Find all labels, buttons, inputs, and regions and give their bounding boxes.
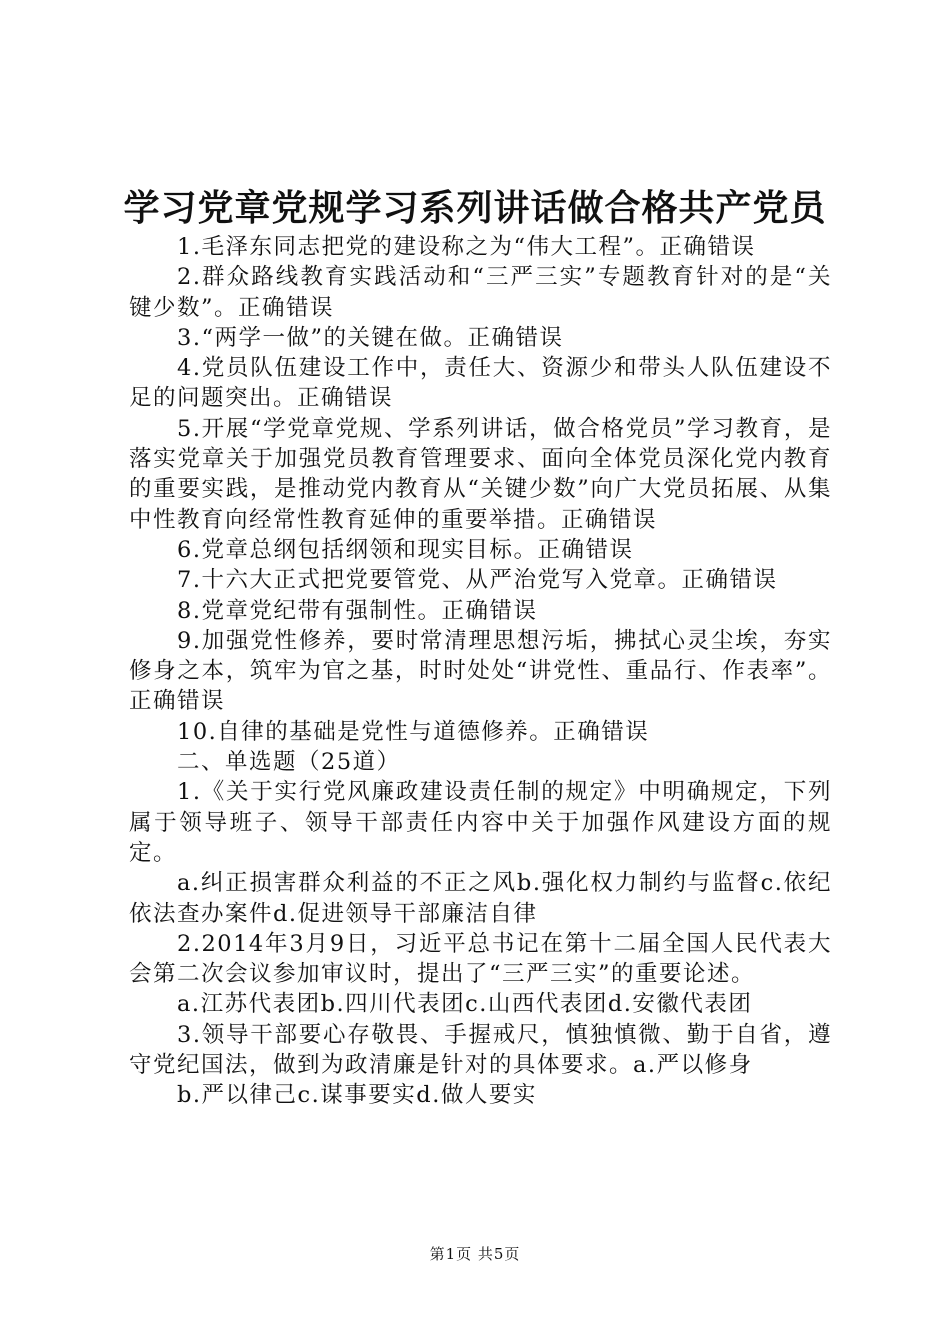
paragraph: 5.开展“学党章党规、学系列讲话，做合格党员”学习教育，是落实党章关于加强党员教育管理要求、面向全体党员深化党内教育的重要实践，是推动党内教育从“关键少数”向广大党员拓展、从集中性教育向经常性教育延伸的重要举措。正确错误 xyxy=(129,415,832,533)
document-title: 学习党章党规学习系列讲话做合格共产党员 xyxy=(123,188,827,229)
answer-options: a.江苏代表团b.四川代表团c.山西代表团d.安徽代表团 xyxy=(177,991,753,1018)
paragraph: 3.“两学一做”的关键在做。正确错误 xyxy=(177,324,564,351)
paragraph: 7.十六大正式把党要管党、从严治党写入党章。正确错误 xyxy=(177,567,778,594)
page-footer: 第1页 共5页 xyxy=(429,1245,521,1263)
paragraph: 1.毛泽东同志把党的建设称之为“伟大工程”。正确错误 xyxy=(177,234,756,260)
section-heading: 二、单选题（25道） xyxy=(177,749,401,776)
document-body xyxy=(129,232,832,1111)
answer-options: a.纠正损害群众利益的不正之风b.强化权力制约与监督c.依纪依法查办案件d.促进领导干部廉洁自律 xyxy=(129,870,832,927)
paragraph: 9.加强党性修养，要时常清理思想污垢，拂拭心灵尘埃，夯实修身之本，筑牢为官之基，时时处处“讲党性、重品行、作表率”。正确错误 xyxy=(129,627,832,715)
paragraph: 10.自律的基础是党性与道德修养。正确错误 xyxy=(177,718,650,745)
paragraph: 1.《关于实行党风廉政建设责任制的规定》中明确规定，下列属于领导班子、领导干部责任内容中关于加强作风建设方面的规定。 xyxy=(129,779,832,866)
paragraph: 2.群众路线教育实践活动和“三严三实”专题教育针对的是“关键少数”。正确错误 xyxy=(129,264,832,321)
paragraph: 3.领导干部要心存敬畏、手握戒尺，慎独慎微、勤于自省，遵守党纪国法，做到为政清廉是针对的具体要求。a.严以修身 xyxy=(129,1021,832,1079)
paragraph: 4.党员队伍建设工作中，责任大、资源少和带头人队伍建设不足的问题突出。正确错误 xyxy=(129,355,832,412)
paragraph: 8.党章党纪带有强制性。正确错误 xyxy=(177,597,538,624)
paragraph: 2.2014年3月9日，习近平总书记在第十二届全国人民代表大会第二次会议参加审议时，提出了“三严三实”的重要论述。 xyxy=(129,930,832,988)
answer-options: b.严以律己c.谋事要实d.做人要实 xyxy=(177,1082,537,1109)
paragraph: 6.党章总纲包括纲领和现实目标。正确错误 xyxy=(177,536,634,563)
